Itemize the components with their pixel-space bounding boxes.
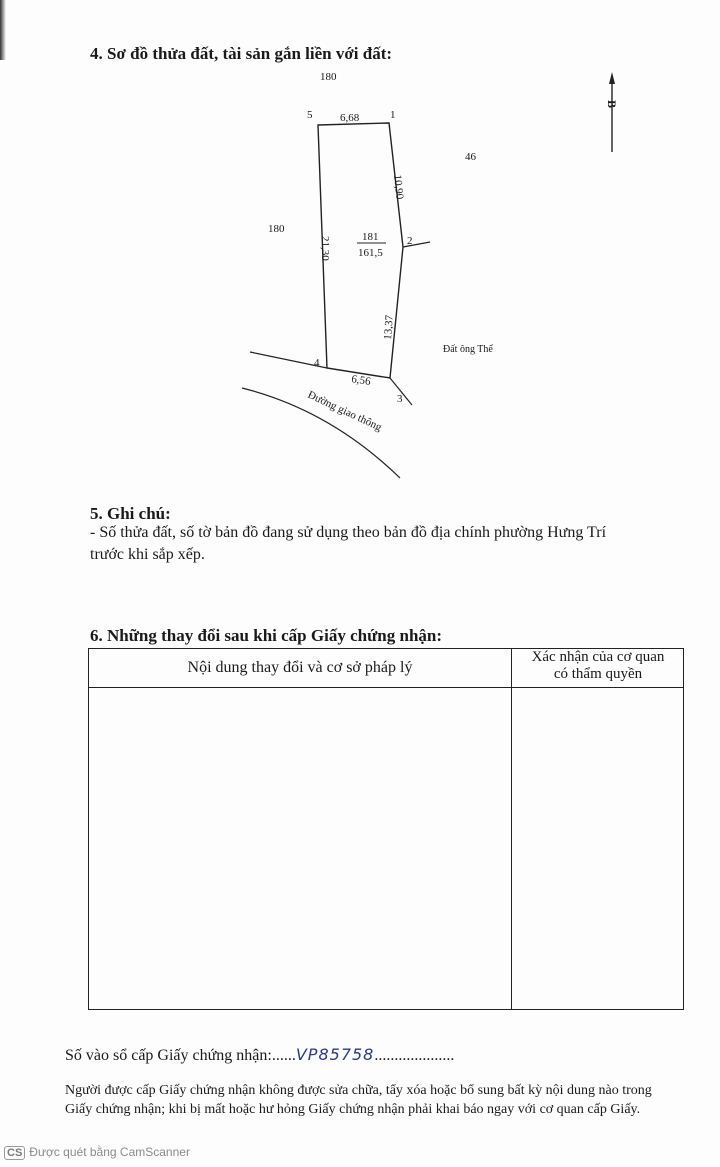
- parcel-area: 161,5: [358, 247, 383, 259]
- land-parcel-map: [230, 60, 650, 490]
- point-4: 4: [314, 357, 320, 369]
- registration-line: [65, 1045, 454, 1065]
- registration-number: VP85758: [295, 1045, 375, 1064]
- label-left-180: 180: [268, 223, 285, 235]
- label-top-180: 180: [320, 71, 337, 83]
- edge-1-2-length: 10,90: [391, 174, 406, 200]
- registration-dots-after: ....................: [374, 1047, 455, 1064]
- section6-title: 6. Những thay đổi sau khi cấp Giấy chứng nhận:: [90, 626, 443, 645]
- north-arrow-icon: [609, 72, 615, 84]
- table-column-divider: [511, 649, 512, 1009]
- note-line-1: - Số thửa đất, số tờ bản đồ đang sử dụng theo bản đồ địa chính phường Hưng Trí: [90, 524, 607, 541]
- north-label: B: [605, 100, 619, 109]
- table-header-confirmation-line1: Xác nhận của cơ quan: [531, 649, 665, 665]
- road-label: Đường giao thông: [305, 388, 384, 434]
- point-1: 1: [390, 109, 396, 121]
- edge-2-3-length: 13,37: [382, 314, 396, 341]
- section4-title: 4. Sơ đồ thửa đất, tài sản gắn liền với đất:: [90, 44, 393, 63]
- changes-table: [88, 648, 684, 1010]
- edge-5-1-length: 6,68: [340, 112, 360, 124]
- registration-label: Số vào sổ cấp Giấy chứng nhận:: [65, 1047, 272, 1064]
- parcel-number: 181: [362, 231, 379, 243]
- section5-title: 5. Ghi chú:: [90, 504, 171, 523]
- edge-4-5-length: 21,30: [319, 236, 331, 261]
- table-header-divider: [89, 687, 683, 688]
- label-right-46: 46: [465, 151, 476, 163]
- label-owner: Đất ông Thể: [443, 344, 493, 355]
- camscanner-logo-icon: CS: [4, 1146, 25, 1160]
- point-2: 2: [407, 235, 413, 247]
- footer-note-line-1: Người được cấp Giấy chứng nhận không được sửa chữa, tẩy xóa hoặc bổ sung bất kỳ nội dung nào trong: [65, 1083, 652, 1098]
- point-3: 3: [397, 393, 403, 405]
- camscanner-text: Được quét bằng CamScanner: [29, 1145, 190, 1159]
- table-header-confirmation: [513, 649, 683, 683]
- table-header-content: Nội dung thay đổi và cơ sở pháp lý: [187, 659, 413, 676]
- footer-note-line-2: Giấy chứng nhận; khi bị mất hoặc hư hỏng Giấy chứng nhận phải khai báo ngay với cơ quan cấp Giấy.: [65, 1102, 641, 1117]
- registration-dots-before: ......: [271, 1047, 296, 1064]
- edge-3-4-length: 6,56: [350, 373, 372, 388]
- scan-edge-shadow: [0, 0, 6, 60]
- camscanner-watermark: [4, 1145, 190, 1160]
- point-5: 5: [307, 109, 313, 121]
- note-line-2: trước khi sắp xếp.: [90, 546, 205, 563]
- table-header-confirmation-line2: có thẩm quyền: [553, 666, 643, 682]
